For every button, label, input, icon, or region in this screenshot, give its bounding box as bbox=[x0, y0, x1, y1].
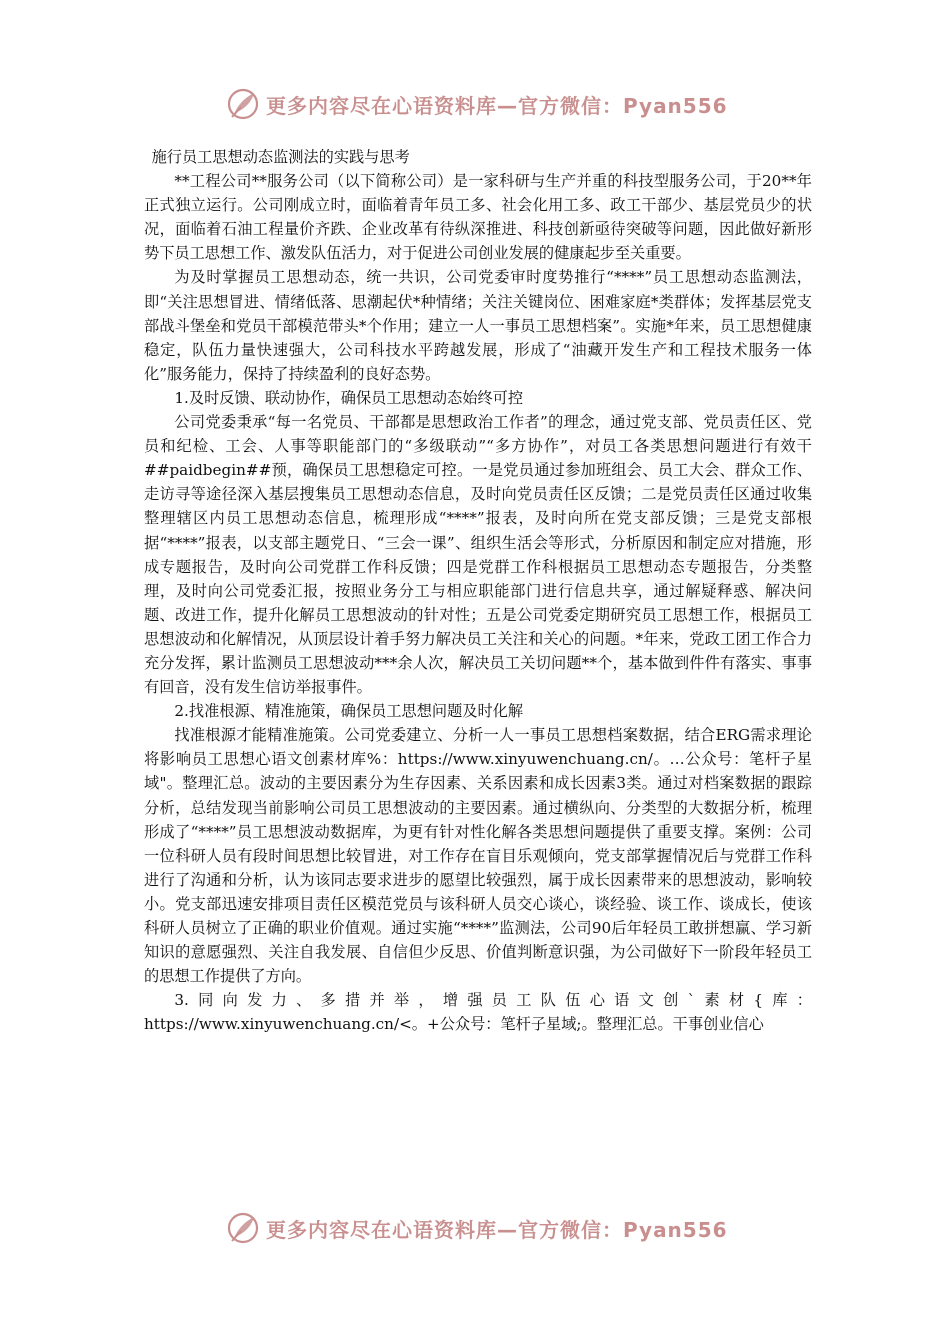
paragraph: 公司党委秉承“每一名党员、干部都是思想政治工作者”的理念，通过党支部、党员责任区、党员和纪检、工会、人事等职能部门的“多级联动”“多方协作”，对员工各类思想问题进行有效干##paidbegin##预，确保员工思想稳定可控。一是党员通过参加班组会、员工大会、群众工作、走访寻等途径深入基层搜集员工思想动态信息，及时向党员责任区反馈；二是党员责任区通过收集整理辖区内员工思想动态信息，梳理形成“****”报表，及时向所在党支部反馈；三是党支部根据“****”报表，以支部主题党日、“三会一课”、组织生活会等形式，分析原因和制定应对措施，形成专题报告，及时向公司党群工作科反馈；四是党群工作科根据员工思想动态专题报告，分类整理，及时向公司党委汇报，按照业务分工与相应职能部门进行信息共享，通过解疑释惑、解决问题、改进工作，提升化解员工思想波动的针对性；五是公司党委定期研究员工思想工作，根据员工思想波动和化解情况，从顶层设计着手努力解决员工关注和关心的问题。*年来，党政工团工作合力充分发挥，累计监测员工思想波动***余人次，解决员工关切问题**个，基本做到件件有落实、事事有回音，没有发生信访举报事件。 bbox=[144, 413, 812, 697]
paragraph: 3.同向发力、多措并举，增强员工队伍心语文创`素材{库：https://www.xinyuwenchuang.cn/<。+公众号：笔杆子星域;。整理汇总。干事创业信心 bbox=[144, 991, 812, 1034]
paragraph: 找准根源才能精准施策。公司党委建立、分析一人一事员工思想档案数据，结合ERG需求理论将影响员工思想心语文创素材库%：https://www.xinyuwenchuang.cn/。…公众号：笔杆子星域"。整理汇总。波动的主要因素分为生存因素、关系因素和成长因素3类。通过对档案数据的跟踪分析，总结发现当前影响公司员工思想波动的主要因素。通过横纵向、分类型的大数据分析，梳理形成了“****”员工思想波动数据库，为更有针对性化解各类思想问题提供了重要支撑。案例：公司一位科研人员有段时间思想比较冒进，对工作存在盲目乐观倾向，党支部掌握情况后与党群工作科进行了沟通和分析，认为该同志要求进步的愿望比较强烈，属于成长因素带来的思想波动，影响较小。党支部迅速安排项目责任区模范党员与该科研人员交心谈心，谈经验、谈工作、谈成长，使该科研人员树立了正确的职业价值观。通过实施“****”监测法，公司90后年轻员工敢拼想赢、学习新知识的意愿强烈、关注自我发展、自信但少反思、价值判断意识强，为公司做好下一阶段年轻员工的思想工作提供了方向。 bbox=[144, 726, 812, 986]
paragraph: **工程公司**服务公司（以下简称公司）是一家科研与生产并重的科技型服务公司，于20**年正式独立运行。公司刚成立时，面临着青年员工多、社会化用工多、政工干部少、基层党员少的状况，面临着石油工程量价齐跌、企业改革有待纵深推进、科技创新亟待突破等问题，因此做好新形势下员工思想工作、激发队伍活力，对于促进公司创业发展的健康起步至关重要。 bbox=[144, 172, 812, 263]
section-heading: 2.找准根源、精准施策，确保员工思想问题及时化解 bbox=[174, 702, 524, 721]
banner-text: 更多内容尽在心语资料库—官方微信：Pyan556 bbox=[266, 93, 728, 118]
footer-watermark-banner bbox=[226, 1208, 746, 1248]
banner-text: 更多内容尽在心语资料库—官方微信：Pyan556 bbox=[266, 1217, 728, 1242]
section-heading: 1.及时反馈、联动协作，确保员工思想动态始终可控 bbox=[174, 388, 524, 407]
paragraph: 为及时掌握员工思想动态，统一共识，公司党委审时度势推行“****”员工思想动态监测法，即“关注思想冒进、情绪低落、思潮起伏*种情绪；关注关键岗位、困难家庭*类群体；发挥基层党支部战斗堡垒和党员干部模范带头*个作用；建立一人一事员工思想档案”。实施*年来，员工思想健康稳定，队伍力量快速强大，公司科技水平跨越发展，形成了“油藏开发生产和工程技术服务一体化”服务能力，保持了持续盈利的良好态势。 bbox=[144, 268, 812, 383]
feather-pen-logo-icon bbox=[226, 1211, 260, 1245]
header-watermark-banner bbox=[226, 84, 746, 124]
feather-pen-logo-icon bbox=[226, 87, 260, 121]
document-body bbox=[144, 145, 812, 1036]
document-title: 施行员工思想动态监测法的实践与思考 bbox=[151, 148, 410, 166]
